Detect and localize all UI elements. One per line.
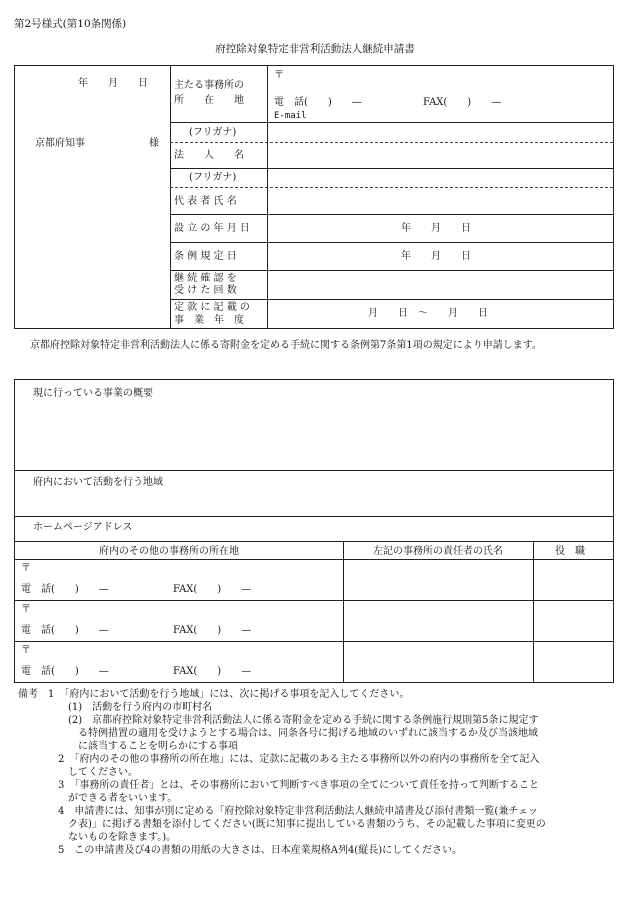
rep-name-label: 代 表 者 氏 名 <box>174 196 237 207</box>
row3-phone[interactable]: 電 話( ) — <box>21 666 109 677</box>
fiscal-year-label-2: 事 業 年 度 <box>174 315 244 326</box>
applicant-table <box>14 65 614 329</box>
note-line: 2 「府内のその他の事務所の所在地」には、定款に記載のある主たる事務所以外の府内の事務所を全て記入 <box>18 754 540 765</box>
row3-fax[interactable]: FAX( ) — <box>173 666 252 677</box>
note-line: る特例措置の適用を受けようとする場合は、同条各号に掲げる地域のいずれに該当するか及び当該地域 <box>18 728 538 739</box>
activities-label: 現に行っている事業の概要 <box>33 388 153 399</box>
note-line: 4 申請書には、知事が別に定める「府控除対象特定非営利活動法人継続申請書及び添付書類一覧(兼チェッ <box>18 806 538 817</box>
office-label-2: 所 在 地 <box>174 95 244 106</box>
header-position: 役 職 <box>555 546 585 557</box>
addressee-suffix: 様 <box>149 138 159 149</box>
ordinance-label: 条 例 規 定 日 <box>174 251 237 262</box>
other-offices-table <box>14 542 614 683</box>
row1-postal: 〒 <box>21 563 31 574</box>
addressee: 京都府知事 <box>35 138 85 149</box>
note-line: ができる者をいいます。 <box>18 793 178 804</box>
established-value[interactable]: 年 月 日 <box>401 223 471 234</box>
renewal-count-label-2: 受 け た 回 数 <box>174 285 237 296</box>
note-line: ないものを除きます。)。 <box>18 832 177 843</box>
homepage-label: ホームページアドレス <box>33 522 133 533</box>
phone-field[interactable]: 電 話( ) — <box>274 97 362 108</box>
activity-box <box>14 379 614 542</box>
note-line: 備考 1 「府内において活動を行う地域」には、次に掲げる事項を記入してください。 <box>18 689 410 700</box>
note-line: 5 この申請書及び4の書類の用紙の大きさは、日本産業規格A列4(縦長)にしてください。 <box>18 845 463 856</box>
note-line: (2) 京都府控除対象特定非営利活動法人に係る寄附金を定める手続に関する条例施行規則第5条に規定す <box>18 715 539 726</box>
notes <box>18 688 618 857</box>
office-label: 主たる事務所の <box>174 80 244 91</box>
header-office-address: 府内のその他の事務所の所在地 <box>99 546 239 557</box>
fiscal-year-label: 定 款 に 記 載 の <box>174 302 250 313</box>
header-responsible-name: 左記の事務所の責任者の氏名 <box>373 546 503 557</box>
note-line: ク表)」に掲げる書類を添付してください(既に知事に提出している書類のうち、その記載した事項に変更の <box>18 819 546 830</box>
row2-phone[interactable]: 電 話( ) — <box>21 625 109 636</box>
application-statement: 京都府控除対象特定非営利活動法人に係る寄附金を定める手続に関する条例第7条第1項の規定により申請します。 <box>30 340 542 351</box>
fiscal-year-value[interactable]: 月 日 ～ 月 日 <box>368 308 488 319</box>
furigana-label-2: (フリガナ) <box>189 172 237 183</box>
row3-postal: 〒 <box>21 645 31 656</box>
note-line: に該当することを明らかにする事項 <box>18 741 238 752</box>
renewal-count-label: 継 続 確 認 を <box>174 273 237 284</box>
row1-phone[interactable]: 電 話( ) — <box>21 584 109 595</box>
note-line: (1) 活動を行う府内の市町村名 <box>18 702 213 713</box>
email-field[interactable]: E-mail <box>274 111 307 121</box>
date-field[interactable]: 年 月 日 <box>78 78 148 89</box>
corp-name-label: 法 人 名 <box>174 150 244 161</box>
region-label: 府内において活動を行う地域 <box>33 477 163 488</box>
ordinance-value[interactable]: 年 月 日 <box>401 251 471 262</box>
furigana-label-1: (フリガナ) <box>189 127 237 138</box>
document-title: 府控除対象特定非営利活動法人継続申請書 <box>215 43 415 55</box>
note-line: してください。 <box>18 767 138 778</box>
form-number: 第2号様式(第10条関係) <box>14 18 127 30</box>
established-label: 設 立 の 年 月 日 <box>174 223 250 234</box>
row1-fax[interactable]: FAX( ) — <box>173 584 252 595</box>
row2-fax[interactable]: FAX( ) — <box>173 625 252 636</box>
postal-mark: 〒 <box>274 70 284 81</box>
note-line: 3 「事務所の責任者」とは、その事務所において判断すべき事項の全てについて責任を持って判断すること <box>18 780 539 791</box>
row2-postal: 〒 <box>21 604 31 615</box>
fax-field[interactable]: FAX( ) — <box>423 97 502 108</box>
